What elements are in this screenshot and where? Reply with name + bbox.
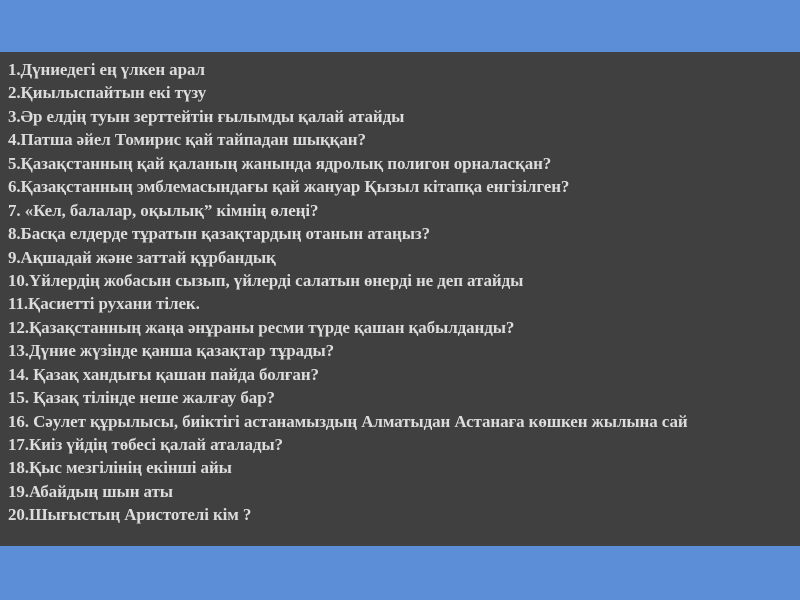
question-item: 3.Әр елдің туын зерттейтін ғылымды қалай атайды	[8, 106, 405, 126]
question-item: 18.Қыс мезгілінің екінші айы	[8, 458, 232, 478]
question-item: 10.Үйлердің жобасын сызып, үйлерді салатын өнерді не деп атайды	[8, 270, 524, 290]
question-item: 20.Шығыстың Аристотелі кім ?	[8, 505, 252, 525]
question-item: 13.Дүние жүзінде қанша қазақтар тұрады?	[8, 341, 335, 361]
question-list	[8, 58, 793, 527]
question-item: 17.Киіз үйдің төбесі қалай аталады?	[8, 435, 283, 454]
question-item: 16. Сәулет құрылысы, биіктігі астанамыздың Алматыдан Астанаға көшкен жылына сай	[8, 411, 688, 431]
question-item: 7. «Кел, балалар, оқылық” кімнің өлеңі?	[8, 200, 319, 220]
question-item: 8.Басқа елдерде тұратын қазақтардың отанын атаңыз?	[8, 224, 431, 244]
question-item: 11.Қасиетті рухани тілек.	[8, 294, 200, 314]
question-item: 1.Дүниедегі ең үлкен арал	[8, 60, 205, 79]
question-item: 4.Патша әйел Томирис қай тайпадан шыққан?	[8, 130, 366, 150]
question-item: 9.Ақшадай және заттай құрбандық	[8, 247, 276, 267]
question-item: 15. Қазақ тілінде неше жалғау бар?	[8, 388, 275, 408]
question-item: 2.Қиылыспайтын екі түзу	[8, 83, 207, 103]
question-item: 6.Қазақстанның эмблемасындағы қай жануар Қызыл кітапқа енгізілген?	[8, 177, 570, 197]
question-item: 12.Қазақстанның жаңа әнұраны ресми түрде қашан қабылданды?	[8, 317, 515, 337]
question-item: 19.Абайдың шын аты	[8, 481, 173, 501]
question-item: 5.Қазақстанның қай қаланың жанында ядролық полигон орналасқан?	[8, 153, 552, 173]
question-item: 14. Қазақ хандығы қашан пайда болған?	[8, 364, 319, 384]
